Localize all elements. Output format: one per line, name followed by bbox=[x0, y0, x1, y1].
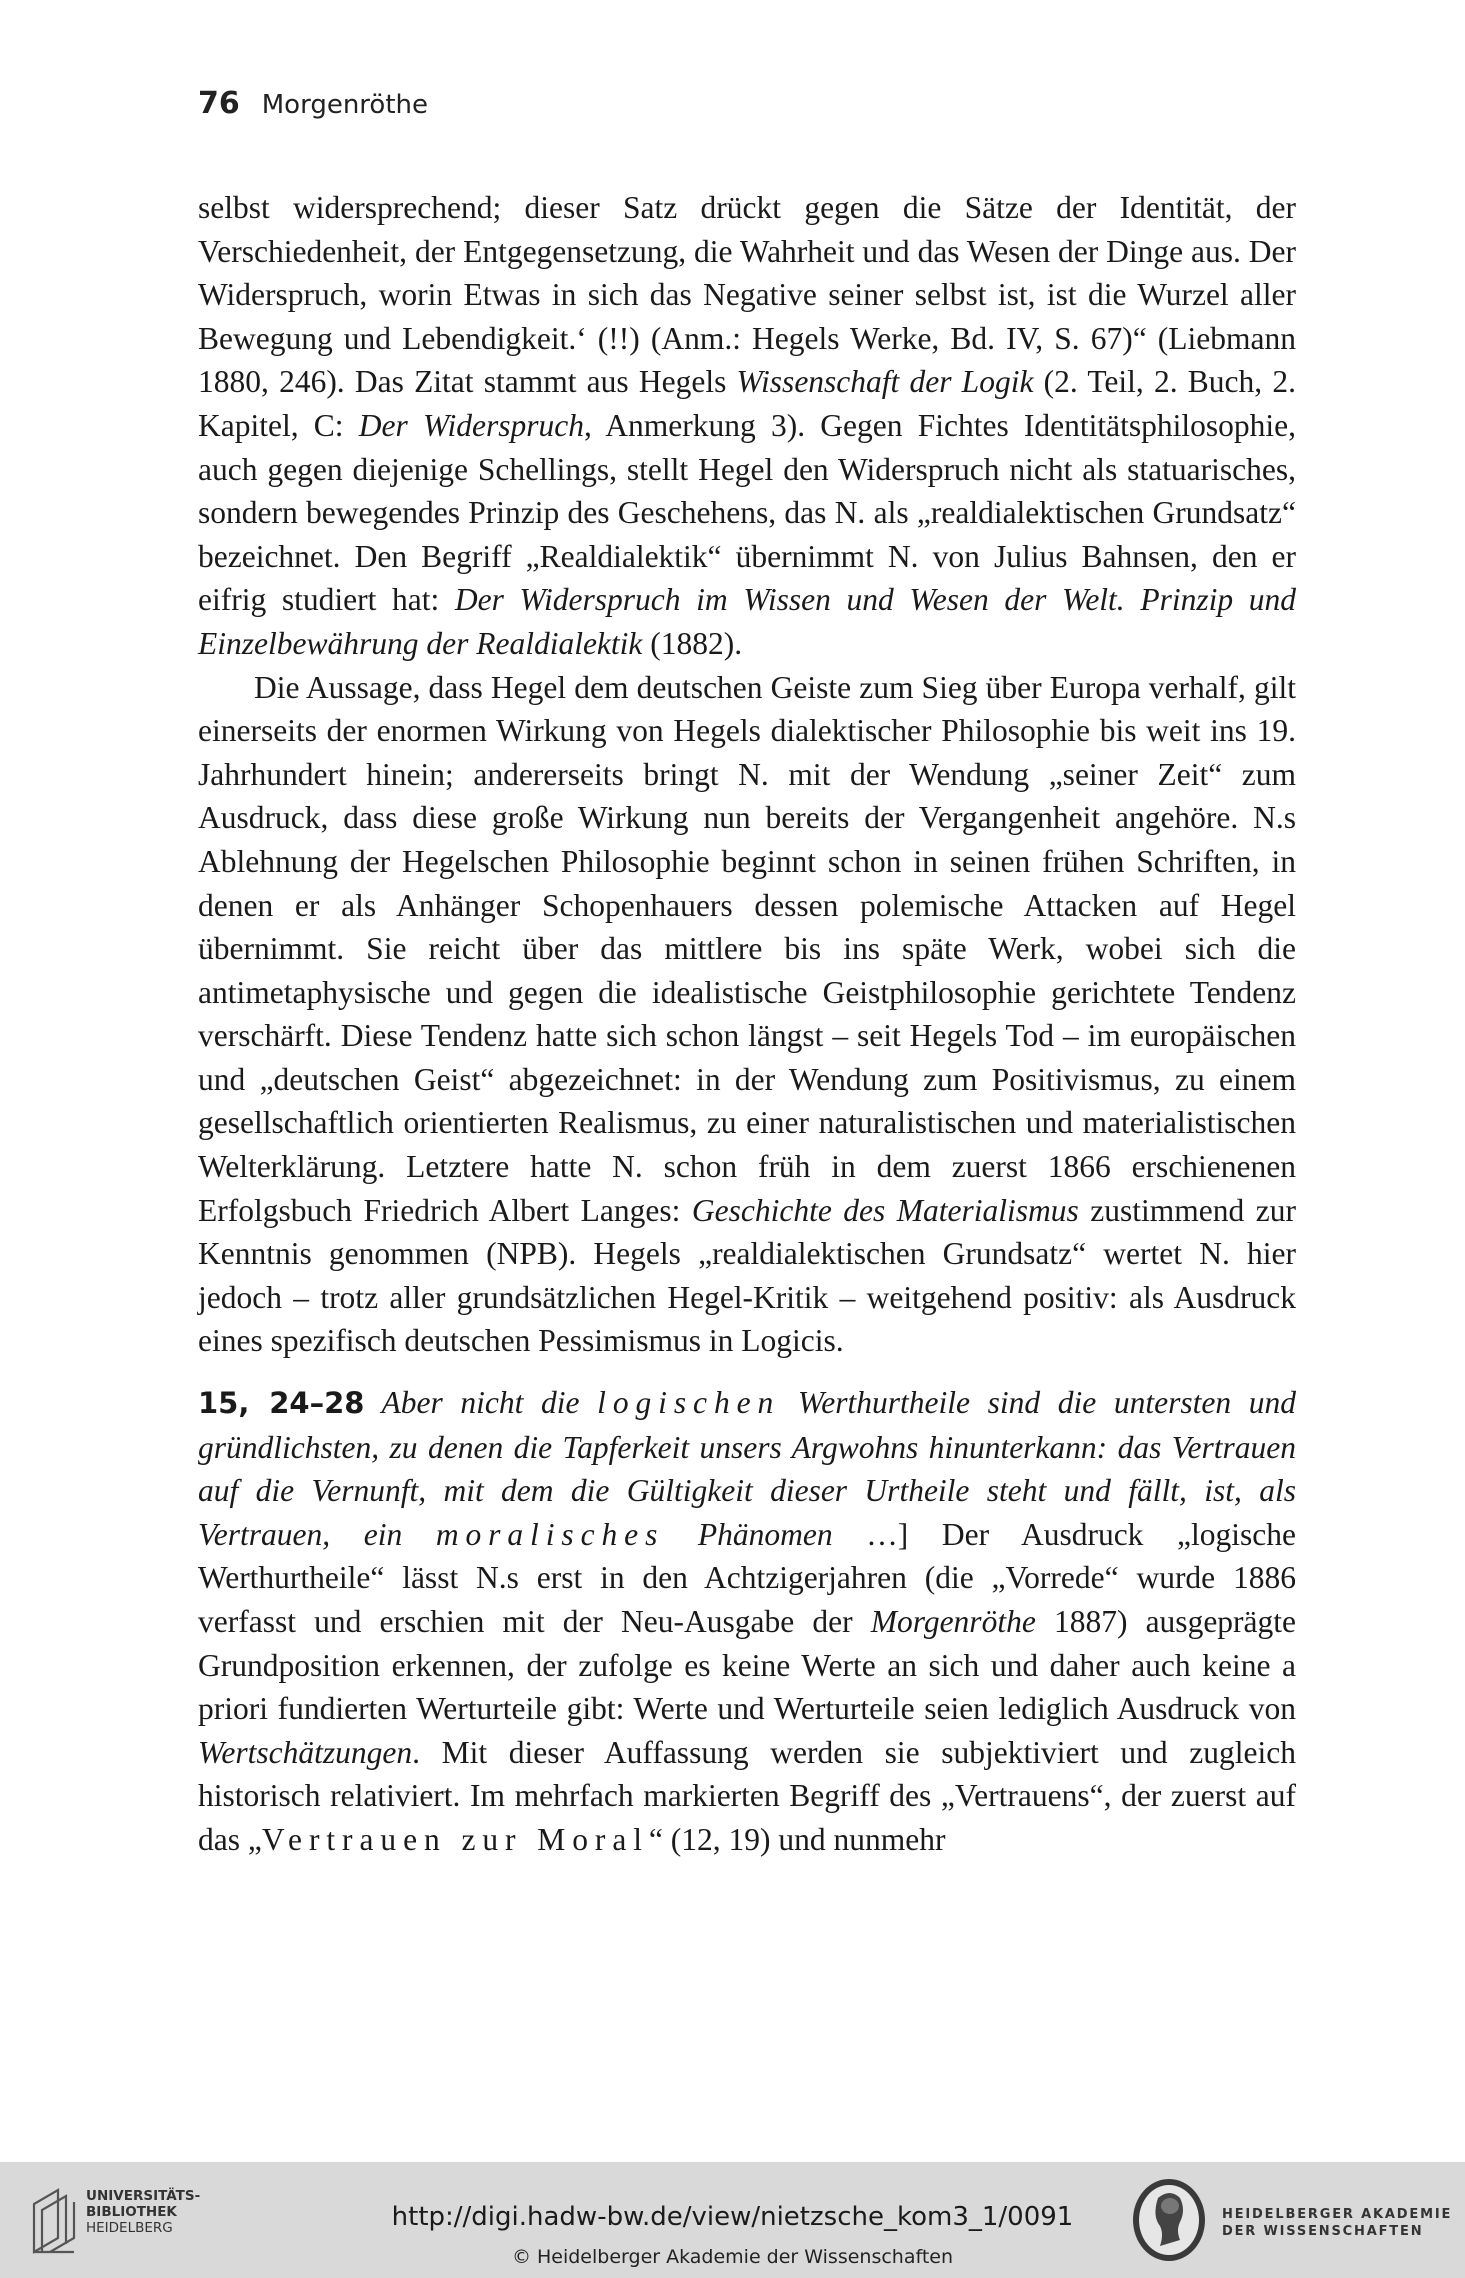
spaced-emphasis: logischen bbox=[597, 1385, 781, 1421]
italic-term: Wertschätzungen bbox=[198, 1734, 413, 1770]
copyright-notice: © Heidelberger Akademie der Wissenschaften bbox=[511, 2246, 954, 2268]
lemma-text: Werthurtheile sind die untersten und gründlichsten, zu denen die Tapferkeit unsers Argwohns hinunterkann: das Vertrauen auf die Vernunft, mit dem die Gültigkeit dieser Urtheile steht und fällt, ist, als Vertrauen, ein bbox=[198, 1385, 1296, 1552]
text-run: . Mit dieser Auffassung werden sie subjektiviert und zugleich historisch relativiert. Im mehrfach markierten Begriff des „Vertrauens“, der zuerst auf das „ bbox=[198, 1734, 1296, 1857]
text-run: zustimmend zur Kenntnis genommen (NPB). Hegels „realdialektischen Grundsatz“ wertet N. hier jedoch – trotz aller grundsätzlichen Hegel-Kritik – weitgehend positiv: als Ausdruck eines spezifisch deutschen Pessimismus in Logicis. bbox=[198, 1192, 1296, 1359]
text-run: 1887) ausgeprägte Grundposition erkennen, der zufolge es keine Werte an sich und daher auch keine a priori fundierten Werturteile gibt: Werte und Werturteile seien lediglich Ausdruck von bbox=[198, 1604, 1296, 1727]
text-run: (2. Teil, 2. Buch, 2. Kapitel, C: bbox=[198, 364, 1296, 443]
academy-name bbox=[1222, 2206, 1452, 2240]
source-url-link[interactable]: http://digi.hadw-bw.de/view/nietzsche_kom3_1/0091 bbox=[391, 2202, 1074, 2232]
library-line: UNIVERSITÄTS- bbox=[86, 2188, 201, 2204]
lemma-text: Phänomen bbox=[664, 1516, 833, 1552]
lemma-text: Aber nicht die bbox=[364, 1385, 598, 1421]
running-title: Morgenröthe bbox=[261, 90, 428, 120]
library-line: BIBLIOTHEK bbox=[86, 2204, 177, 2220]
text-run: selbst widersprechend; dieser Satz drückt gegen die Sätze der Identität, der Verschiedenheit, der Entgegensetzung, die Wahrheit und das Wesen der Dinge aus. Der Widerspruch, worin Etwas in sich das Negative seiner selbst ist, ist die Wurzel aller Bewegung und Lebendigkeit.‘ (!!) (Anm.: Hegels Werke, Bd. IV, S. 67)“ (Liebmann 1880, 246). Das Zitat stammt aus Hegels bbox=[198, 190, 1296, 400]
footer-bar bbox=[0, 2162, 1465, 2278]
italic-title: Geschichte des Materialismus bbox=[691, 1192, 1079, 1228]
academy-line: HEIDELBERGER AKADEMIE bbox=[1222, 2207, 1453, 2222]
library-line: HEIDELBERG bbox=[86, 2220, 173, 2236]
italic-title: Wissenschaft der Logik bbox=[736, 364, 1034, 400]
italic-title: Morgenröthe bbox=[870, 1604, 1036, 1639]
paragraph-1 bbox=[198, 186, 1296, 666]
italic-title: Der Widerspruch im Wissen und Wesen der Welt. Prinzip und Einzelbewährung der Realdialektik bbox=[198, 582, 1296, 661]
spaced-emphasis: Vertrauen zur Moral bbox=[261, 1821, 649, 1857]
text-run: …] Der Ausdruck „logische Werthurtheile“ lässt N.s erst in den Achtzigerjahren (die „Vorrede“ wurde 1886 verfasst und erschien mit der Neu-Ausgabe der bbox=[198, 1516, 1296, 1639]
spaced-emphasis: moralisches bbox=[435, 1516, 665, 1552]
main-text bbox=[198, 186, 1296, 1862]
page-number: 76 bbox=[198, 86, 240, 121]
paragraph-3-lemma bbox=[198, 1381, 1296, 1862]
line-reference: 15, 24–28 bbox=[198, 1386, 365, 1421]
running-header bbox=[198, 86, 428, 121]
text-run: , Anmerkung 3). Gegen Fichtes Identitätsphilosophie, auch gegen diejenige Schellings, stellt Hegel den Widerspruch nicht als statuarisches, sondern bewegendes Prinzip des Geschehens, das N. als „realdialektischen Grundsatz“ bezeichnet. Den Begriff „Realdialektik“ übernimmt N. von Julius Bahnsen, den er eifrig studiert hat: bbox=[198, 407, 1296, 618]
academy-seal-icon bbox=[1130, 2176, 1208, 2264]
text-run: “ (12, 19) und nunmehr bbox=[648, 1821, 946, 1857]
text-run: (1882). bbox=[642, 625, 743, 661]
paragraph-2 bbox=[198, 666, 1296, 1364]
academy-line: DER WISSENSCHAFTEN bbox=[1222, 2224, 1424, 2239]
text-run: Die Aussage, dass Hegel dem deutschen Geiste zum Sieg über Europa verhalf, gilt einerseits der enormen Wirkung von Hegels dialektischer Philosophie bis weit ins 19. Jahrhundert hinein; andererseits bringt N. mit der Wendung „seiner Zeit“ zum Ausdruck, dass diese große Wirkung nun bereits der Vergangenheit angehöre. N.s Ablehnung der Hegelschen Philosophie beginnt schon in seinen frühen Schriften, in denen er als Anhänger Schopenhauers dessen polemische Attacken auf Hegel übernimmt. Sie reicht über das mittlere bis ins späte Werk, wobei sich die antimetaphysische und gegen die idealistische Geistphilosophie gerichtete Tendenz verschärft. Diese Tendenz hatte sich schon längst – seit Hegels Tod – im europäischen und „deutschen Geist“ abgezeichnet: in der Wendung zum Positivismus, zu einem gesellschaftlich orientierten Realismus, zu einer naturalistischen und materialistischen Welterklärung. Letztere hatte N. schon früh in dem zuerst 1866 erschienenen Erfolgsbuch Friedrich Albert Langes: bbox=[198, 669, 1296, 1228]
italic-title: Der Widerspruch bbox=[358, 407, 584, 443]
